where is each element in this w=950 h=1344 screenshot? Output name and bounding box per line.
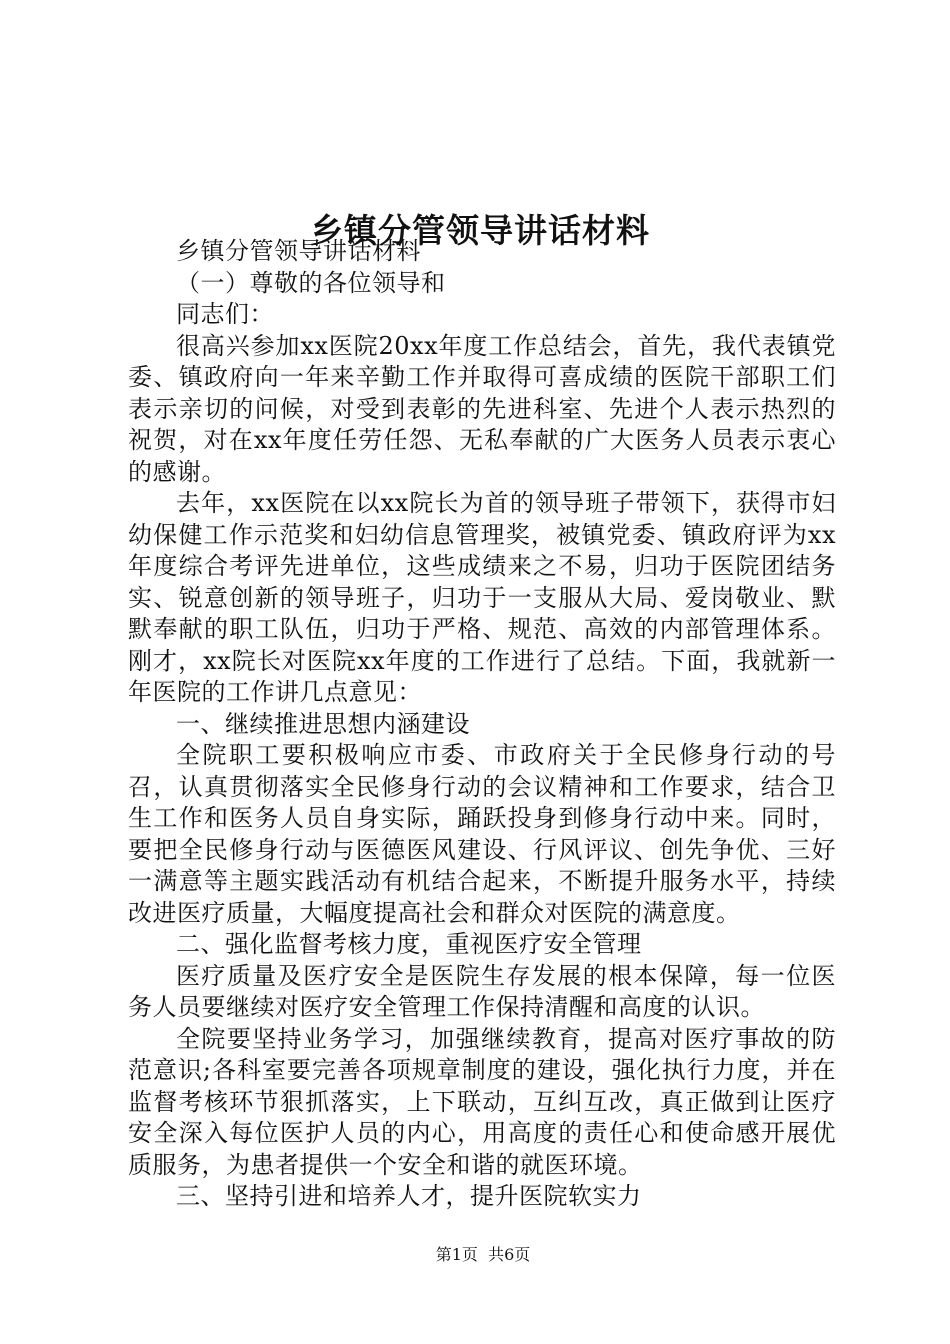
- heading-point-three: 三、坚持引进和培养人才，提升医院软实力: [176, 1182, 642, 1210]
- paragraph-point-one: 全院职工要积极响应市委、市政府关于全民修身行动的号召，认真贯彻落实全民修身行动的会议精神和工作要求，结合卫生工作和医务人员自身实际，踊跃投身到修身行动中来。同时，要把全民修身行动与医德医风建设、行风评议、创先争优、三好一满意等主题实践活动有机结合起来，不断提升服务水平，持续改进医疗质量，大幅度提高社会和群众对医院的满意度。: [128, 741, 836, 927]
- paragraph-subtitle: 乡镇分管领导讲话材料: [176, 237, 421, 265]
- paragraph-section-one-greeting: （一）尊敬的各位领导和: [176, 268, 446, 297]
- paragraph-opening: 很高兴参加xx医院20xx年度工作总结会，首先，我代表镇党委、镇政府向一年来辛勤工作并取得可喜成绩的医院干部职工们表示亲切的问候，对受到表彰的先进科室、先进个人表示热烈的祝贺，对在xx年度任劳任怨、无私奉献的广大医务人员表示衷心的感谢。: [128, 331, 836, 486]
- heading-point-one: 一、继续推进思想内涵建设: [176, 709, 470, 738]
- heading-point-two: 二、强化监督考核力度，重视医疗安全管理: [176, 930, 642, 958]
- page-number-label: 第1页 共6页: [435, 1245, 531, 1264]
- document-title: 乡镇分管领导讲话材料: [310, 211, 650, 251]
- paragraph-achievements: 去年，xx医院在以xx院长为首的领导班子带领下，获得市妇幼保健工作示范奖和妇幼信息管理奖，被镇党委、镇政府评为xx年度综合考评先进单位，这些成绩来之不易，归功于医院团结务实、锐意创新的领导班子，归功于一支服从大局、爱岗敬业、默默奉献的职工队伍，归功于严格、规范、高效的内部管理体系。刚才，xx院长对医院xx年度的工作进行了总结。下面，我就新一年医院的工作讲几点意见：: [128, 489, 836, 706]
- paragraph-salutation: 同志们：: [176, 300, 274, 328]
- paragraph-point-two-a: 医疗质量及医疗安全是医院生存发展的根本保障，每一位医务人员要继续对医疗安全管理工作保持清醒和高度的认识。: [128, 961, 836, 1021]
- page-footer: [0, 1243, 950, 1267]
- document-body: [128, 236, 836, 1213]
- paragraph-point-two-b: 全院要坚持业务学习，加强继续教育，提高对医疗事故的防范意识;各科室要完善各项规章制度的建设，强化执行力度，并在监督考核环节狠抓落实，上下联动，互纠互改，真正做到让医疗安全深入每位医护人员的内心，用高度的责任心和使命感开展优质服务，为患者提供一个安全和谐的就医环境。: [128, 1024, 836, 1179]
